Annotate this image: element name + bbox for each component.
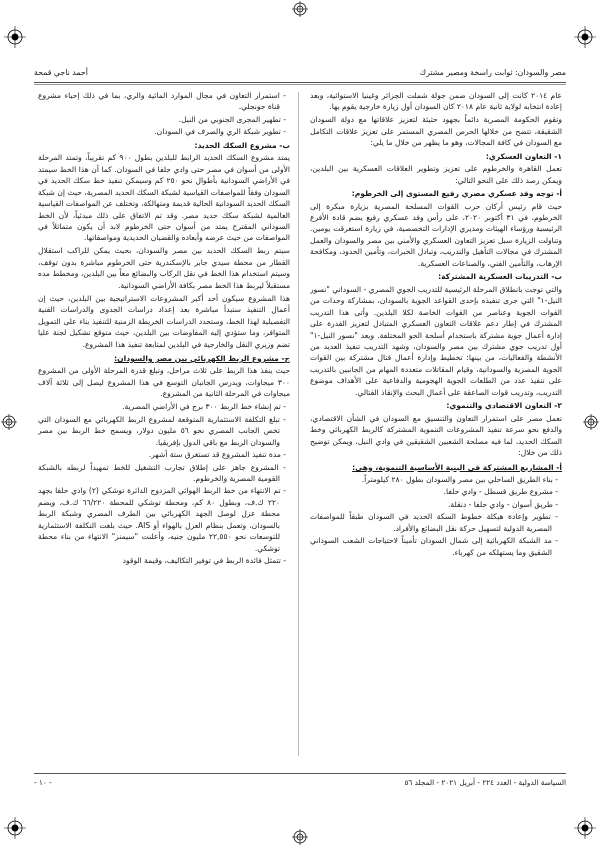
list-item: - بناء الطريق الساحلي بين مصر والسودان بطول ٢٨٠ كيلومتراً. <box>361 475 558 484</box>
page-number: - ١٠ - <box>34 778 52 787</box>
paragraph: وتقوم الحكومة المصرية دائماً بجهود حثيثة لتعزيز علاقاتها مع دولة السودان الشقيقة، تتضح من خلالها الحرص المصري المستمر على تعزيز علاقات التكامل مع السودان في كافة المجالات، وهو ما يظهر من خلال ما يلي: <box>310 115 562 148</box>
corner-crop-mark-icon <box>574 817 596 839</box>
list-item: - استمرار التعاون في مجال الموارد المائية والري، بما في ذلك إحياء مشروع قناة جونجلي. <box>38 91 286 112</box>
header-rule-thin <box>34 84 566 85</box>
paragraph: عام ٢٠١٤ كانت إلى السودان ضمن جولة شملت الجزائر وغينيا الاستوائية، وبعد إعادة انتخابه لولاية ثانية عام ٢٠١٨ كان السودان أول زيارة خارجية يقوم بها. <box>310 91 562 112</box>
section-heading: ب- التدريبات العسكرية المشتركة: <box>438 272 562 282</box>
list-item: - طريق أسوان - وادي حلفا - دنقلة. <box>448 499 558 509</box>
list-item: - تطوير وإعادة هيكلة خطوط السكة الحديد في السودان طبقاً للمواصفات المصرية الدولية لتسهيل حركة نقل البضائع والأفراد. <box>310 512 558 533</box>
paragraph: هذا المشروع سيكون أحد أكبر المشروعات الاستراتيجية بين البلدين، حيث إن أعمال التنفيذ ستبدأ مباشرة بعد إعداد دراسات الجدوى والدراسات الفنية التفصيلية لهذا الخط، وستحدد الدراسات الخريطة الزمنية للتنفيذ بناء على التمويل المتوافر، وما ستؤدي إليه المفاوضات بين البلدين، حيث متوقع تشكيل لجنة عليا تضم وزيري النقل والخارجية في البلدين لمتابعة تنفيذ هذا المشروع. <box>38 293 290 349</box>
article-column-right <box>310 90 562 760</box>
author-name: أحمد ناجي قمحة <box>34 68 88 77</box>
list-item: - تم الانتهاء من خط الربط الهوائي المزدوج الدائرة توشكي (٢) وادي حلفا بجهد ٢٢٠ ك.ف، وبطول ٨٠ كم، ومحطة توشكي للمحطة ٦٦/٢٢٠ ك.ف، ويضم محطة عزل لوصل الجهد الكهربائي بين الطرف المصري وشبكة الربط بالسودان، وتعمل بنظام العزل بالهواء أو AIS. حيث بلغت التكلفة الاستثمارية للتوسعات نحو ٢٢,٥٥٠ مليون جنيه، وأعلنت "سيمنز" الانتهاء من بناء محطة توشكي. <box>38 486 287 553</box>
registration-mark-icon <box>583 414 599 430</box>
registration-mark-icon <box>292 1 308 17</box>
paragraph: تعمل مصر على استمرار التعاون والتنسيق مع السودان في الشأن الاقتصادي، والدفع نحو سرعة تنفيذ المشروعات التنموية المشتركة كالربط الكهربائي وخط السكك الحديد، لما فيه مصلحة الشعبين الشقيقين في وادي النيل، ويمكن توضيح ذلك من خلال: <box>310 413 562 458</box>
paragraph: سيتم ربط السكك الحديد بين مصر والسودان، بحيث يمكن للراكب استقلال القطار من محطة سيدي جابر بالإسكندرية حتى الخرطوم مباشرة بدون توقف، وسيتم استخدام هذا الخط في نقل الركاب والبضائع معاً بين البلدين، ومخطط مده مستقبلاً ليربط هذا الخط مصر بكافة الأراضي السودانية. <box>38 246 290 290</box>
list-item: - تطوير شبكة الري والصرف في السودان. <box>154 127 286 137</box>
section-heading: ١- التعاون العسكري: <box>485 151 562 161</box>
paragraph: والتي توجت بانطلاق المرحلة الرئيسية للتدريب الجوي المصري - السوداني "نسور النيل-١" التي جرى تنفيذه بإحدى القواعد الجوية بالسودان، بمشاركة وحدات من القوات الجوية وعناصر من القوات الخاصة لكلا البلدين. وأتى هذا التدريب المشترك في إطار دعم علاقات التعاون العسكري المتبادل لتعزيز القدرة على إدارة أعمال جوية مشتركة باستخدام أسلحة الجو المختلفة. ويعد "نسور النيل-١" أول تدريب جوي مشترك بين مصر والسودان، وشهد التدريب تنفيذ العديد من الأنشطة والفعاليات، من بينها: تخطيط وإدارة أعمال قتال مشتركة بين القوات الجوية المصرية والسودانية، وقيام المقاتلات متعددة المهام من الجانبين بالتدريب على تنفيذ عدد من الطلعات الجوية الهجومية والدفاعية على الأهداف موضوع التدريب، وتدريب قوات الصاعقة على أعمال البحث والإنقاذ القتالي. <box>310 284 562 397</box>
subsection-heading: أ- المشاريع المشتركة في البنية الأساسية التنموية، وهي: <box>352 462 562 472</box>
column-divider <box>298 92 299 756</box>
header-rule <box>34 82 566 83</box>
section-heading: ب- مشروع السكك الحديد: <box>194 140 290 150</box>
list-item: - تتمثل فائدة الربط في توفير التكاليف، وقيمة الوقود <box>122 556 286 566</box>
paragraph: تعمل القاهرة والخرطوم على تعزيز وتطوير العلاقات العسكرية بين البلدين، ويمكن رصد ذلك على النحو التالي: <box>310 164 562 185</box>
footer-rule <box>34 773 566 774</box>
list-item: - المشروع جاهز على إطلاق تجارب التشغيل للخط تمهيداً لربطه بالشبكة القومية المصرية والخرطوم. <box>38 462 286 483</box>
paragraph: حيث ينفذ هذا الربط على ثلاث مراحل، وتبلغ قدرة المرحلة الأولى من المشروع ٣٠٠ ميجاوات، ويدرس الجانبان التوسع في هذا المشروع ليصل إلى ثلاثة آلاف ميجاوات في المرحلة الثانية من المشروع. <box>38 366 290 399</box>
subsection-heading: ج- مشروع الربط الكهربائي بين مصر والسودان: <box>114 353 290 363</box>
corner-crop-mark-icon <box>4 26 26 48</box>
registration-mark-icon <box>292 829 308 845</box>
list-item: - تطهير المجرى الجنوبي من النيل. <box>178 114 286 124</box>
list-item: - مد الشبكة الكهربائية إلى شمال السودان تأميناً لاحتياجات الشعب السوداني الشقيق وما يستهلكه من كهرباء. <box>310 536 558 557</box>
paragraph: حيث قام رئيس أركان حرب القوات المسلحة المصرية بزيارة مبكرة إلى الخرطوم، في ٣١ أكتوبر ٢٠٢٠، على رأس وفد عسكري رفيع يضم قادة الأفرع الرئيسية ورؤساء الهيئات ومديري الإدارات التخصصية، في زيارة استغرقت يومين. وتناولت الزيارة سبل تعزيز التعاون العسكري والأمني بين مصر والسودان والعمل المشترك في مجالات التأهيل والتدريب، وتبادل الخبرات، وتأمين الحدود، ومكافحة الإرهاب، والتأمين الفني، والصناعات العسكرية. <box>310 201 562 268</box>
running-footer <box>34 776 566 790</box>
section-heading: أ- توجه وفد عسكري مصري رفيع المستوى إلى الخرطوم: <box>351 189 562 199</box>
list-item: - مشروع طريق قسطل - وادي حلفا. <box>443 487 558 497</box>
article-column-left <box>38 90 290 760</box>
list-item: - تبلغ التكلفة الاستثمارية المتوقعة لمشروع الربط الكهربائي مع السودان التي تخص الجانب المصري نحو ٥٦ مليون دولار، ويسمح خط الربط بين مصر والسودان الربط مع باقي الدول بإفريقيا. <box>38 414 286 447</box>
list-item: - مدة تنفيذ المشروع قد تستغرق ستة أشهر. <box>148 450 286 460</box>
section-heading: ٢- التعاون الاقتصادي والتنموي: <box>446 401 562 411</box>
corner-crop-mark-icon <box>4 817 26 839</box>
registration-mark-icon <box>1 414 17 430</box>
corner-crop-mark-icon <box>574 26 596 48</box>
running-header <box>34 66 566 80</box>
list-item: - تم إنشاء خط الربط ٣٠٠ برج في الأراضي المصرية. <box>122 402 286 412</box>
running-title: مصر والسودان: ثوابت راسخة ومصير مشترك <box>419 68 566 77</box>
journal-citation: السياسة الدولية - العدد ٢٢٤ - أبريل ٢٠٢١ - المجلد ٥٦ <box>404 778 566 787</box>
paragraph: يمتد مشروع السكك الحديد الرابط للبلدين بطول ٩٠٠ كم تقريباً، وتمتد المرحلة الأولى من أسوان في مصر حتى وادي حلفا في السودان. كما أن هذا الخط سيمتد في الأراضي السودانية بأطوال نحو ٢٥٠ كم وسيمكن تنفيذ خط سكك الحديد في السودان وفقاً للمواصفات القياسية لشبكة السكك الحديد المصرية، حيث إن شبكة السكك الحديد السودانية الحالية قديمة ومتهالكة، وتختلف عن المواصفات القياسية العالمية لشبكة سكك حديد مصر. وقد تم الاتفاق على ذلك مبدئياً، لأن الخط السوداني المقترح يمتد من أسوان حتى الخرطوم لابد أن يكون متماثلاً في المواصفات من حيث عرضه وأبعاده والقضبان الحديدية ومواصفاتها. <box>38 153 290 243</box>
